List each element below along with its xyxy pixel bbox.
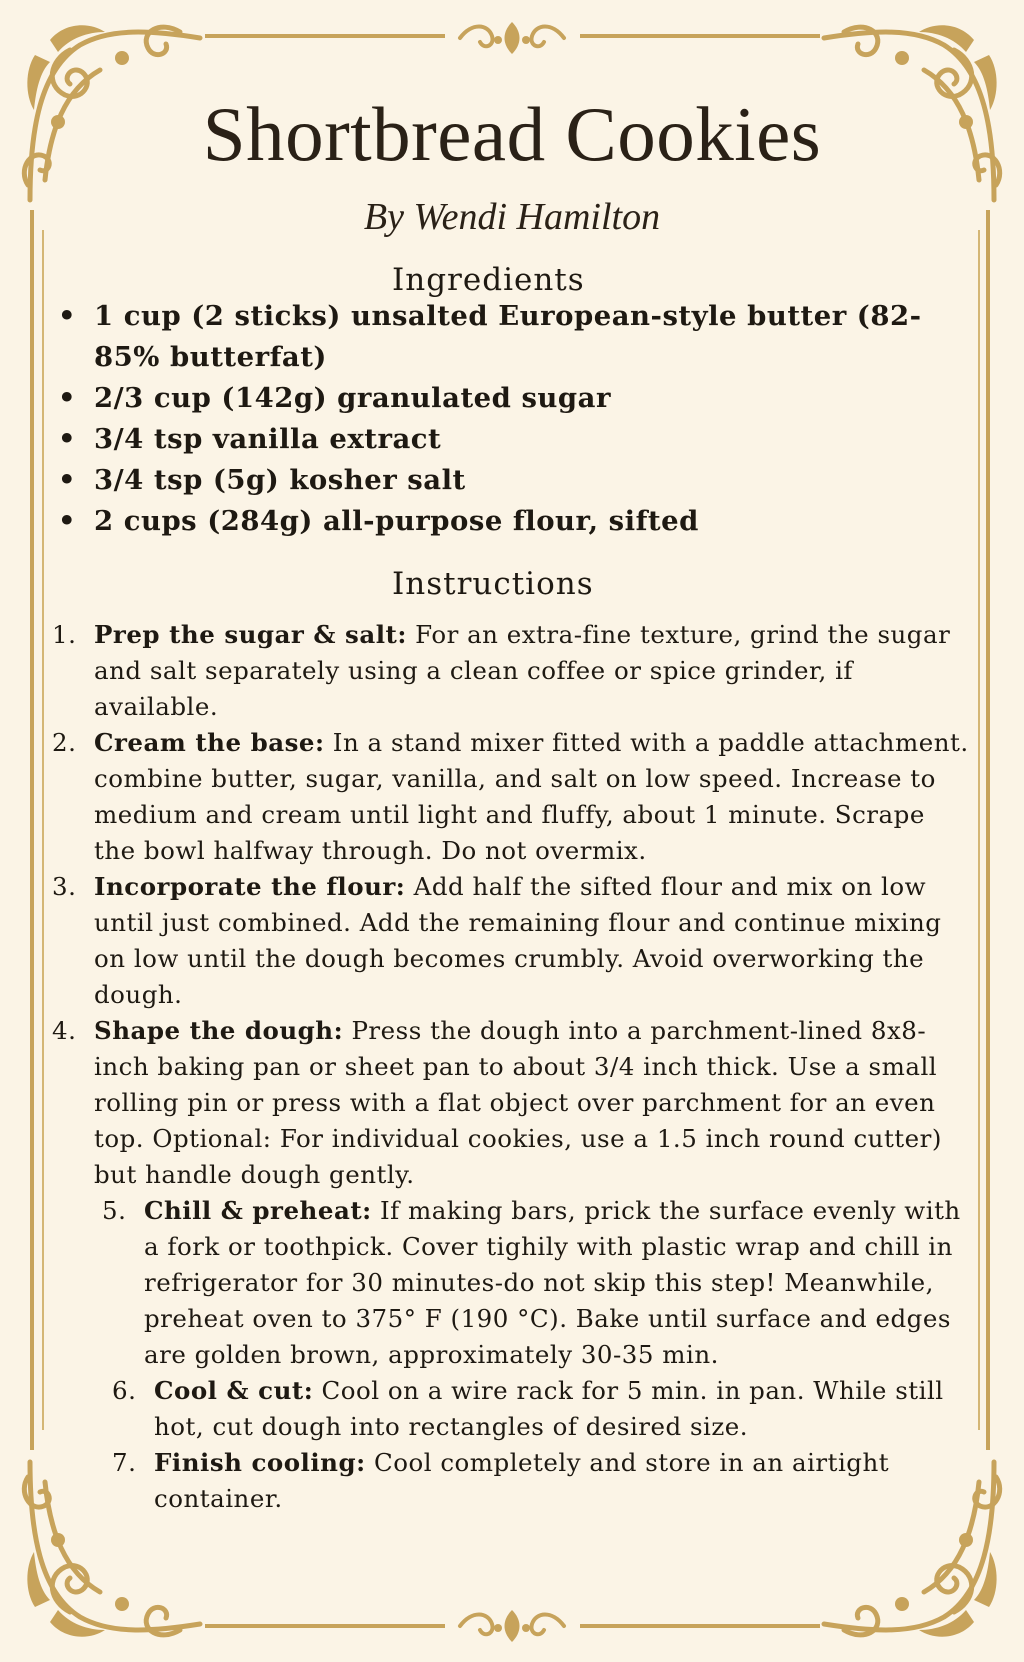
step-text: If making bars, prick the surface evenly with a fork or toothpick. Cover tighily with plastic wrap and chill in refrigerator for 30 minutes-do not skip this step! Meanwhile, preheat oven to 375° F (190 °C). Bake until surface and edges are golden brown, approximately 30-35 min. [144,1196,961,1369]
step-lead: Finish cooling: [154,1448,366,1477]
frame-right-inner-line [978,230,980,1430]
step-number: 4. [52,1016,77,1045]
bullet-icon: • [58,423,77,455]
step-number: 7. [112,1448,137,1477]
instruction-step [52,869,972,1013]
recipe-title: Shortbread Cookies [202,91,822,177]
step-text: Cool on a wire rack for 5 min. in pan. While still hot, cut dough into rectangles of desired size. [154,1376,944,1441]
step-number: 2. [52,728,77,757]
frame-left-line [30,210,34,1450]
frame-top-line-right [580,34,820,38]
ingredients-heading: Ingredients [392,262,585,298]
instruction-step [52,725,972,869]
instructions-list [52,617,972,1517]
flourish-center-icon [452,16,572,60]
frame-left-inner-line [42,230,44,1430]
step-lead: Prep the sugar & salt: [94,620,407,649]
bullet-icon: • [58,505,77,537]
ingredient-item: • 2 cups (284g) all-purpose flour, sifted [52,501,952,542]
bullet-icon: • [58,300,77,332]
frame-top-line-left [205,34,445,38]
ingredient-item: • 1 cup (2 sticks) unsalted European-style butter (82-85% butterfat) [52,296,952,378]
bullet-icon: • [58,382,77,414]
step-number: 3. [52,872,77,901]
step-text: In a stand mixer fitted with a paddle attachment. combine butter, sugar, vanilla, and salt on low speed. Increase to medium and cream until light and fluffy, about 1 minute. Scrape the bowl halfway through. Do not overmix. [94,728,969,865]
step-text: For an extra-fine texture, grind the sugar and salt separately using a clean coffee or spice grinder, if available. [94,620,951,721]
step-lead: Cool & cut: [154,1376,314,1405]
instruction-step [52,617,972,725]
step-text: Add half the sifted flour and mix on low until just combined. Add the remaining flour and continue mixing on low until the dough becomes crumbly. Avoid overworking the dough. [94,872,942,1009]
ingredient-item: • 2/3 cup (142g) granulated sugar [52,378,952,419]
recipe-author: By Wendi Hamilton [363,196,661,238]
instruction-step [112,1445,972,1517]
instruction-step [102,1193,972,1373]
step-lead: Incorporate the flour: [94,872,406,901]
frame-bottom-line-right [580,1624,820,1628]
step-text: Cool completely and store in an airtight container. [154,1448,890,1513]
ingredient-item: • 3/4 tsp vanilla extract [52,419,952,460]
bullet-icon: • [58,464,77,496]
frame-bottom-line-left [205,1624,445,1628]
instructions-heading: Instructions [392,566,594,602]
ingredient-item: • 3/4 tsp (5g) kosher salt [52,460,952,501]
ingredients-list [52,296,952,542]
step-lead: Chill & preheat: [144,1196,372,1225]
step-number: 5. [102,1196,127,1225]
step-lead: Shape the dough: [94,1016,344,1045]
frame-right-line [986,210,990,1450]
step-number: 6. [112,1376,137,1405]
step-text: Press the dough into a parchment-lined 8x8-inch baking pan or sheet pan to about 3/4 inch thick. Use a small rolling pin or press with a flat object over parchment for an even top. Optional: For individual cookies, use a 1.5 inch round cutter) but handle dough gently. [94,1016,942,1189]
flourish-center-icon [452,1604,572,1648]
instruction-step [52,1013,972,1193]
step-number: 1. [52,620,77,649]
step-lead: Cream the base: [94,728,325,757]
instruction-step [112,1373,972,1445]
